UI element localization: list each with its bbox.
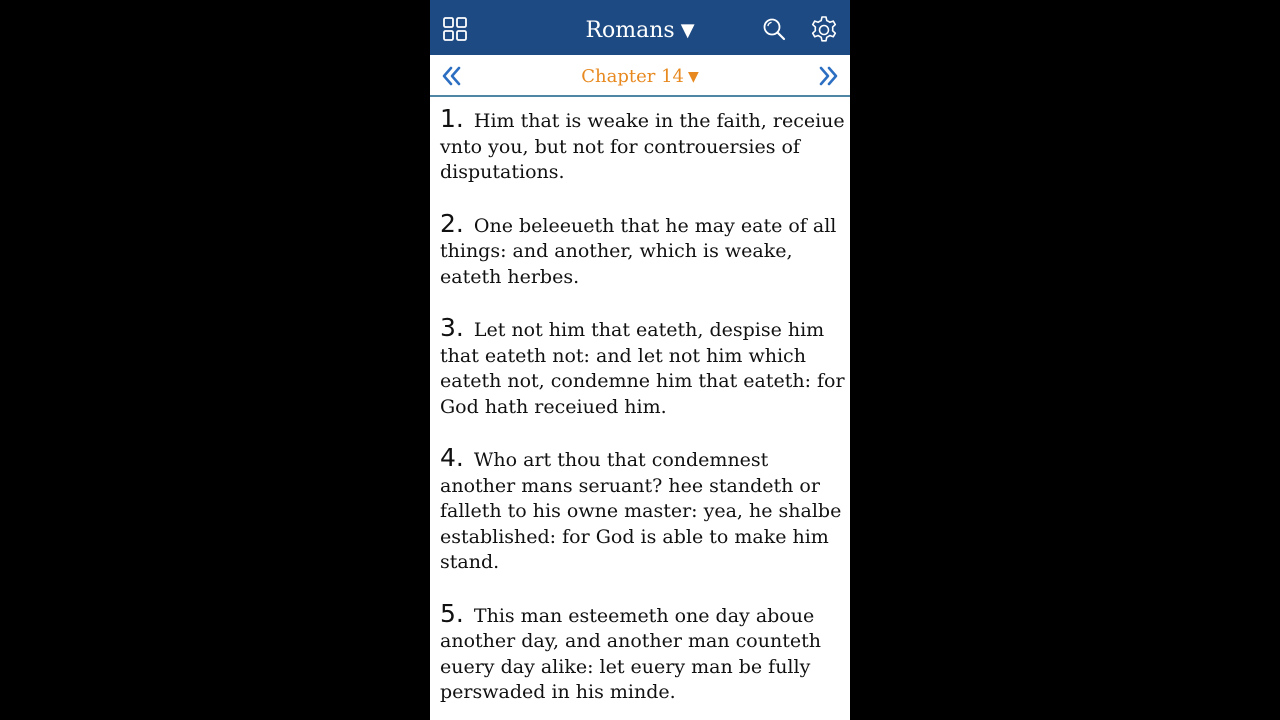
book-caret-icon: ▼: [680, 20, 695, 41]
chapter-bar: [430, 55, 850, 97]
verse-text: One beleeueth that he may eate of all things: and another, which is weake, eateth herbes.: [440, 214, 837, 288]
chapter-label: Chapter 14: [581, 66, 684, 87]
verse-item[interactable]: [440, 208, 846, 291]
verse-text: Him that is weake in the faith, receiue vnto you, but not for controuersies of disputations.: [440, 110, 845, 183]
verse-number: 2.: [440, 208, 464, 238]
verse-item[interactable]: [440, 315, 846, 420]
verse-text: Let not him that eateth, despise him that eateth not: and let not him which eateth not, condemne him that eateth: for God hath receiued him.: [440, 319, 845, 418]
book-title: Romans: [585, 18, 675, 43]
chapter-caret-icon: ▼: [687, 69, 699, 85]
verse-list[interactable]: [440, 106, 846, 720]
verse-text: This man esteemeth one day aboue another day, and another man counteth euery day alike: let euery man be fully perswaded in his minde.: [440, 604, 821, 703]
verse-item[interactable]: [440, 106, 846, 186]
verse-item[interactable]: [440, 598, 846, 706]
verse-number: 3.: [440, 313, 464, 342]
verse-text: Who art thou that condemnest another mans seruant? hee standeth or falleth to his owne master: yea, he shalbe established: for God is able to make him stand.: [440, 449, 842, 573]
chapter-selector[interactable]: [430, 55, 850, 95]
verse-number: 1.: [440, 104, 464, 133]
search-icon[interactable]: [761, 16, 787, 42]
verse-number: 5.: [440, 598, 464, 628]
gear-icon[interactable]: [809, 15, 839, 45]
book-selector[interactable]: [430, 0, 850, 55]
double-chevron-right-icon[interactable]: [816, 64, 840, 88]
app-screen: [430, 0, 850, 720]
verse-number: 4.: [440, 443, 464, 472]
top-app-bar: [430, 0, 850, 55]
verse-item[interactable]: [440, 445, 846, 576]
